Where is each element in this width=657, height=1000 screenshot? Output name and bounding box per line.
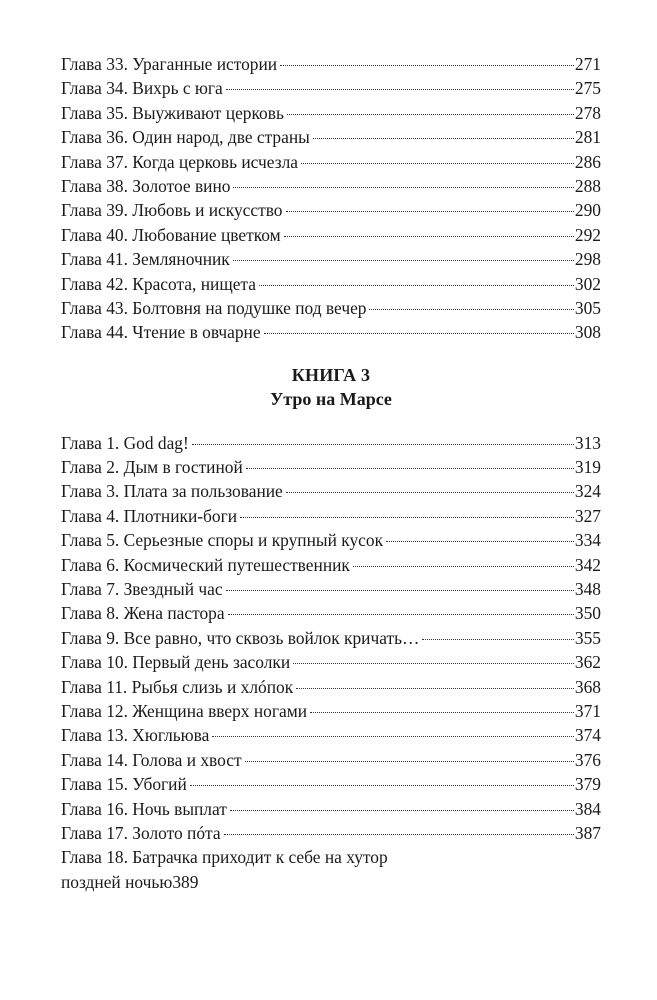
dot-leader [230,810,574,811]
dot-leader [264,333,574,334]
toc-entry[interactable] [61,553,601,577]
toc-entry[interactable] [61,320,601,344]
toc-entry[interactable] [61,699,601,723]
toc-entry-title: Глава 6. Космический путешественник [61,554,350,575]
dot-leader [259,285,574,286]
toc-entry-title: Глава 12. Женщина вверх ногами [61,700,308,721]
toc-entry[interactable] [61,52,601,76]
toc-entry-title: Глава 7. Звездный час [61,579,223,600]
toc-entry-title: Глава 43. Болтовня на подушке под вечер [61,297,367,318]
toc-entry[interactable] [61,577,601,601]
toc-entry-page: 379 [574,774,601,795]
toc-entry[interactable] [61,601,601,625]
toc-entry[interactable] [61,455,601,479]
toc-entry[interactable] [61,650,601,674]
toc-entry-title: Глава 17. Золото пóта [61,822,221,843]
toc-entry[interactable] [61,296,601,320]
toc-entry[interactable] [61,272,601,296]
toc-entry[interactable] [61,479,601,503]
toc-entry-page: 384 [574,798,601,819]
dot-leader [246,468,574,469]
toc-entry-page: 286 [574,151,601,172]
toc-entry-page: 387 [574,822,601,843]
dot-leader [296,688,574,689]
toc-entry-title: Глава 5. Серьезные споры и крупный кусок [61,530,384,551]
toc-entry-page: 348 [574,579,601,600]
toc-entry-title: Глава 38. Золотое вино [61,175,231,196]
toc-entry-page: 355 [574,627,601,648]
toc-entry-title: Глава 41. Земляночник [61,249,230,270]
toc-entry[interactable] [61,101,601,125]
toc-entry-page: 374 [574,725,601,746]
dot-leader [286,492,574,493]
dot-leader [233,187,573,188]
toc-entry[interactable] [61,76,601,100]
toc-entry-page: 302 [574,273,601,294]
dot-leader [190,785,574,786]
toc-entry[interactable] [61,198,601,222]
toc-entry-page: 350 [574,603,601,624]
toc-entry-page: 290 [574,200,601,221]
toc-entry-title: Глава 9. Все равно, что сквозь войлок кричать… [61,627,420,648]
toc-entry-page: 275 [574,78,601,99]
dot-leader [226,590,574,591]
toc-entry-title-continued: поздней ночью [61,871,173,892]
toc-entry[interactable] [61,626,601,650]
dot-leader [240,517,574,518]
toc-entry-page: 278 [574,102,601,123]
toc-entry-title: Глава 11. Рыбья слизь и хлóпок [61,676,294,697]
toc-entry-page: 334 [574,530,601,551]
toc-entry-page: 342 [574,554,601,575]
dot-leader [301,163,574,164]
toc-entry-title: Глава 40. Любование цветком [61,224,281,245]
toc-entry-page: 298 [574,249,601,270]
book-title: Утро на Марсе [270,388,392,409]
dot-leader [245,761,574,762]
table-of-contents [61,52,601,894]
dot-leader [369,309,573,310]
toc-entry[interactable] [61,845,601,894]
toc-entry-title: Глава 8. Жена пастора [61,603,225,624]
toc-entry[interactable] [61,528,601,552]
toc-entry[interactable] [61,675,601,699]
toc-entry-title: Глава 2. Дым в гостиной [61,457,243,478]
toc-entry-page: 368 [574,676,601,697]
toc-entry[interactable] [61,125,601,149]
toc-entry-page: 319 [574,457,601,478]
toc-entry-title: Глава 36. Один народ, две страны [61,127,310,148]
toc-entry-title: Глава 16. Ночь выплат [61,798,227,819]
toc-entry-page: 305 [574,297,601,318]
toc-entry-page: 313 [574,432,601,453]
toc-entry-title: Глава 4. Плотники-боги [61,505,238,526]
toc-entry-title: Глава 14. Голова и хвост [61,749,242,770]
dot-leader [224,834,574,835]
toc-entry-title: Глава 35. Выуживают церковь [61,102,284,123]
toc-list-book3 [61,431,601,846]
toc-entry-page: 371 [574,700,601,721]
toc-entry-title: Глава 39. Любовь и искусство [61,200,283,221]
toc-entry-page: 376 [574,749,601,770]
toc-entry[interactable] [61,150,601,174]
book-heading [61,363,601,411]
toc-entry-title: Глава 18. Батрачка приходит к себе на хутор [61,847,388,868]
dot-leader [313,138,574,139]
dot-leader [286,211,574,212]
toc-entry[interactable] [61,174,601,198]
toc-entry-page: 292 [574,224,601,245]
toc-entry[interactable] [61,247,601,271]
dot-leader [233,260,574,261]
toc-entry[interactable] [61,431,601,455]
toc-entry-page: 389 [172,871,199,892]
toc-entry-title: Глава 15. Убогий [61,774,187,795]
toc-entry-title: Глава 3. Плата за пользование [61,481,283,502]
dot-leader [228,614,574,615]
toc-entry-page: 327 [574,505,601,526]
toc-entry-page: 308 [574,322,601,343]
toc-entry-title: Глава 10. Первый день засолки [61,652,291,673]
toc-entry-title: Глава 13. Хюгльюва [61,725,210,746]
toc-entry-page: 362 [574,652,601,673]
toc-entry-title: Глава 1. God dag! [61,432,189,453]
dot-leader [287,114,574,115]
toc-entry[interactable] [61,821,601,845]
dot-leader [284,236,574,237]
dot-leader [293,663,574,664]
toc-entry[interactable] [61,748,601,772]
toc-entry-title: Глава 34. Вихрь с юга [61,78,223,99]
dot-leader [310,712,574,713]
toc-entry-page: 324 [574,481,601,502]
toc-entry-title: Глава 44. Чтение в овчарне [61,322,261,343]
dot-leader [353,566,574,567]
toc-entry[interactable] [61,223,601,247]
toc-entry[interactable] [61,772,601,796]
dot-leader [280,65,574,66]
toc-entry[interactable] [61,797,601,821]
toc-entry-page: 281 [574,127,601,148]
toc-entry-title: Глава 33. Ураганные истории [61,54,278,74]
toc-entry[interactable] [61,723,601,747]
dot-leader [226,89,574,90]
toc-entry-page: 288 [574,175,601,196]
dot-leader [192,444,574,445]
dot-leader [386,541,574,542]
toc-entry-title: Глава 42. Красота, нищета [61,273,256,294]
dot-leader [212,736,574,737]
toc-entry-page: 271 [574,54,601,74]
dot-leader [422,639,573,640]
toc-list-book2 [61,52,601,345]
book-label: КНИГА 3 [291,364,371,385]
toc-entry[interactable] [61,504,601,528]
toc-entry-title: Глава 37. Когда церковь исчезла [61,151,298,172]
